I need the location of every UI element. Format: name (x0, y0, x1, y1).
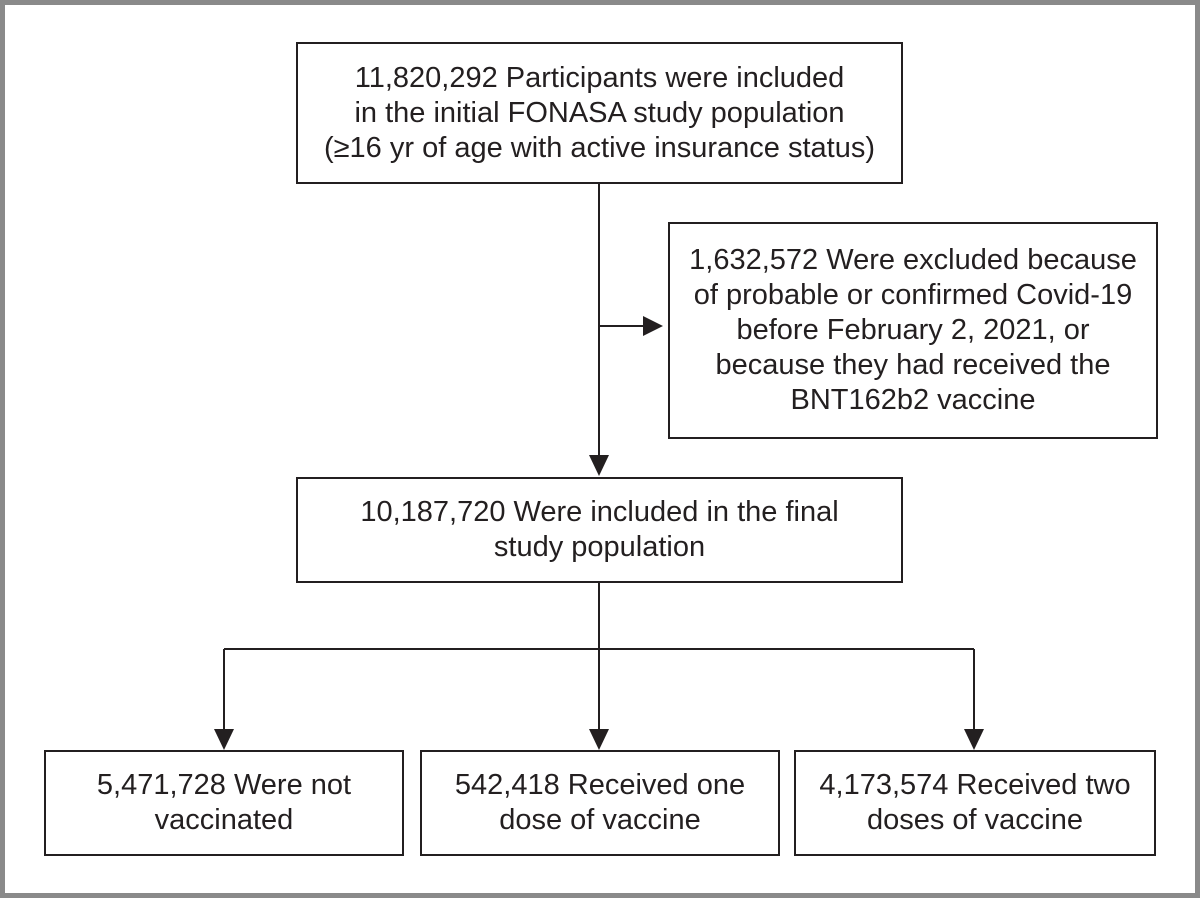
excluded-line-1: 1,632,572 Were excluded because (689, 244, 1137, 276)
two-doses-line-1: 4,173,574 Received two (819, 769, 1131, 801)
one-dose-line-2: dose of vaccine (499, 804, 701, 836)
trunk-arrowhead (589, 455, 609, 476)
exclusion-arrowhead (643, 316, 663, 336)
not-vaccinated-line-2: vaccinated (154, 804, 294, 836)
final-population-box (296, 477, 903, 583)
one-dose-line-1: 542,418 Received one (454, 769, 746, 801)
initial-population-box (296, 42, 903, 184)
excluded-line-3: before February 2, 2021, or (736, 314, 1090, 346)
branch-right-arrowhead (964, 729, 984, 750)
initial-population-line-2: in the initial FONASA study population (354, 96, 845, 129)
final-population-line-2: study population (493, 531, 706, 563)
initial-population-line-1: 11,820,292 Participants were included (354, 61, 845, 94)
branch-middle-arrowhead (589, 729, 609, 750)
final-population-line-1: 10,187,720 Were included in the final (360, 496, 839, 528)
one-dose-box (420, 750, 780, 856)
excluded-line-4: because they had received the (715, 349, 1111, 381)
excluded-box (668, 222, 1158, 439)
excluded-line-2: of probable or confirmed Covid-19 (693, 279, 1133, 311)
not-vaccinated-box (44, 750, 404, 856)
excluded-line-5: BNT162b2 vaccine (790, 384, 1036, 416)
branch-left-arrowhead (214, 729, 234, 750)
two-doses-line-2: doses of vaccine (866, 804, 1083, 836)
initial-population-line-3: (≥16 yr of age with active insurance status) (323, 131, 876, 164)
two-doses-box (794, 750, 1156, 856)
not-vaccinated-line-1: 5,471,728 Were not (96, 769, 352, 801)
